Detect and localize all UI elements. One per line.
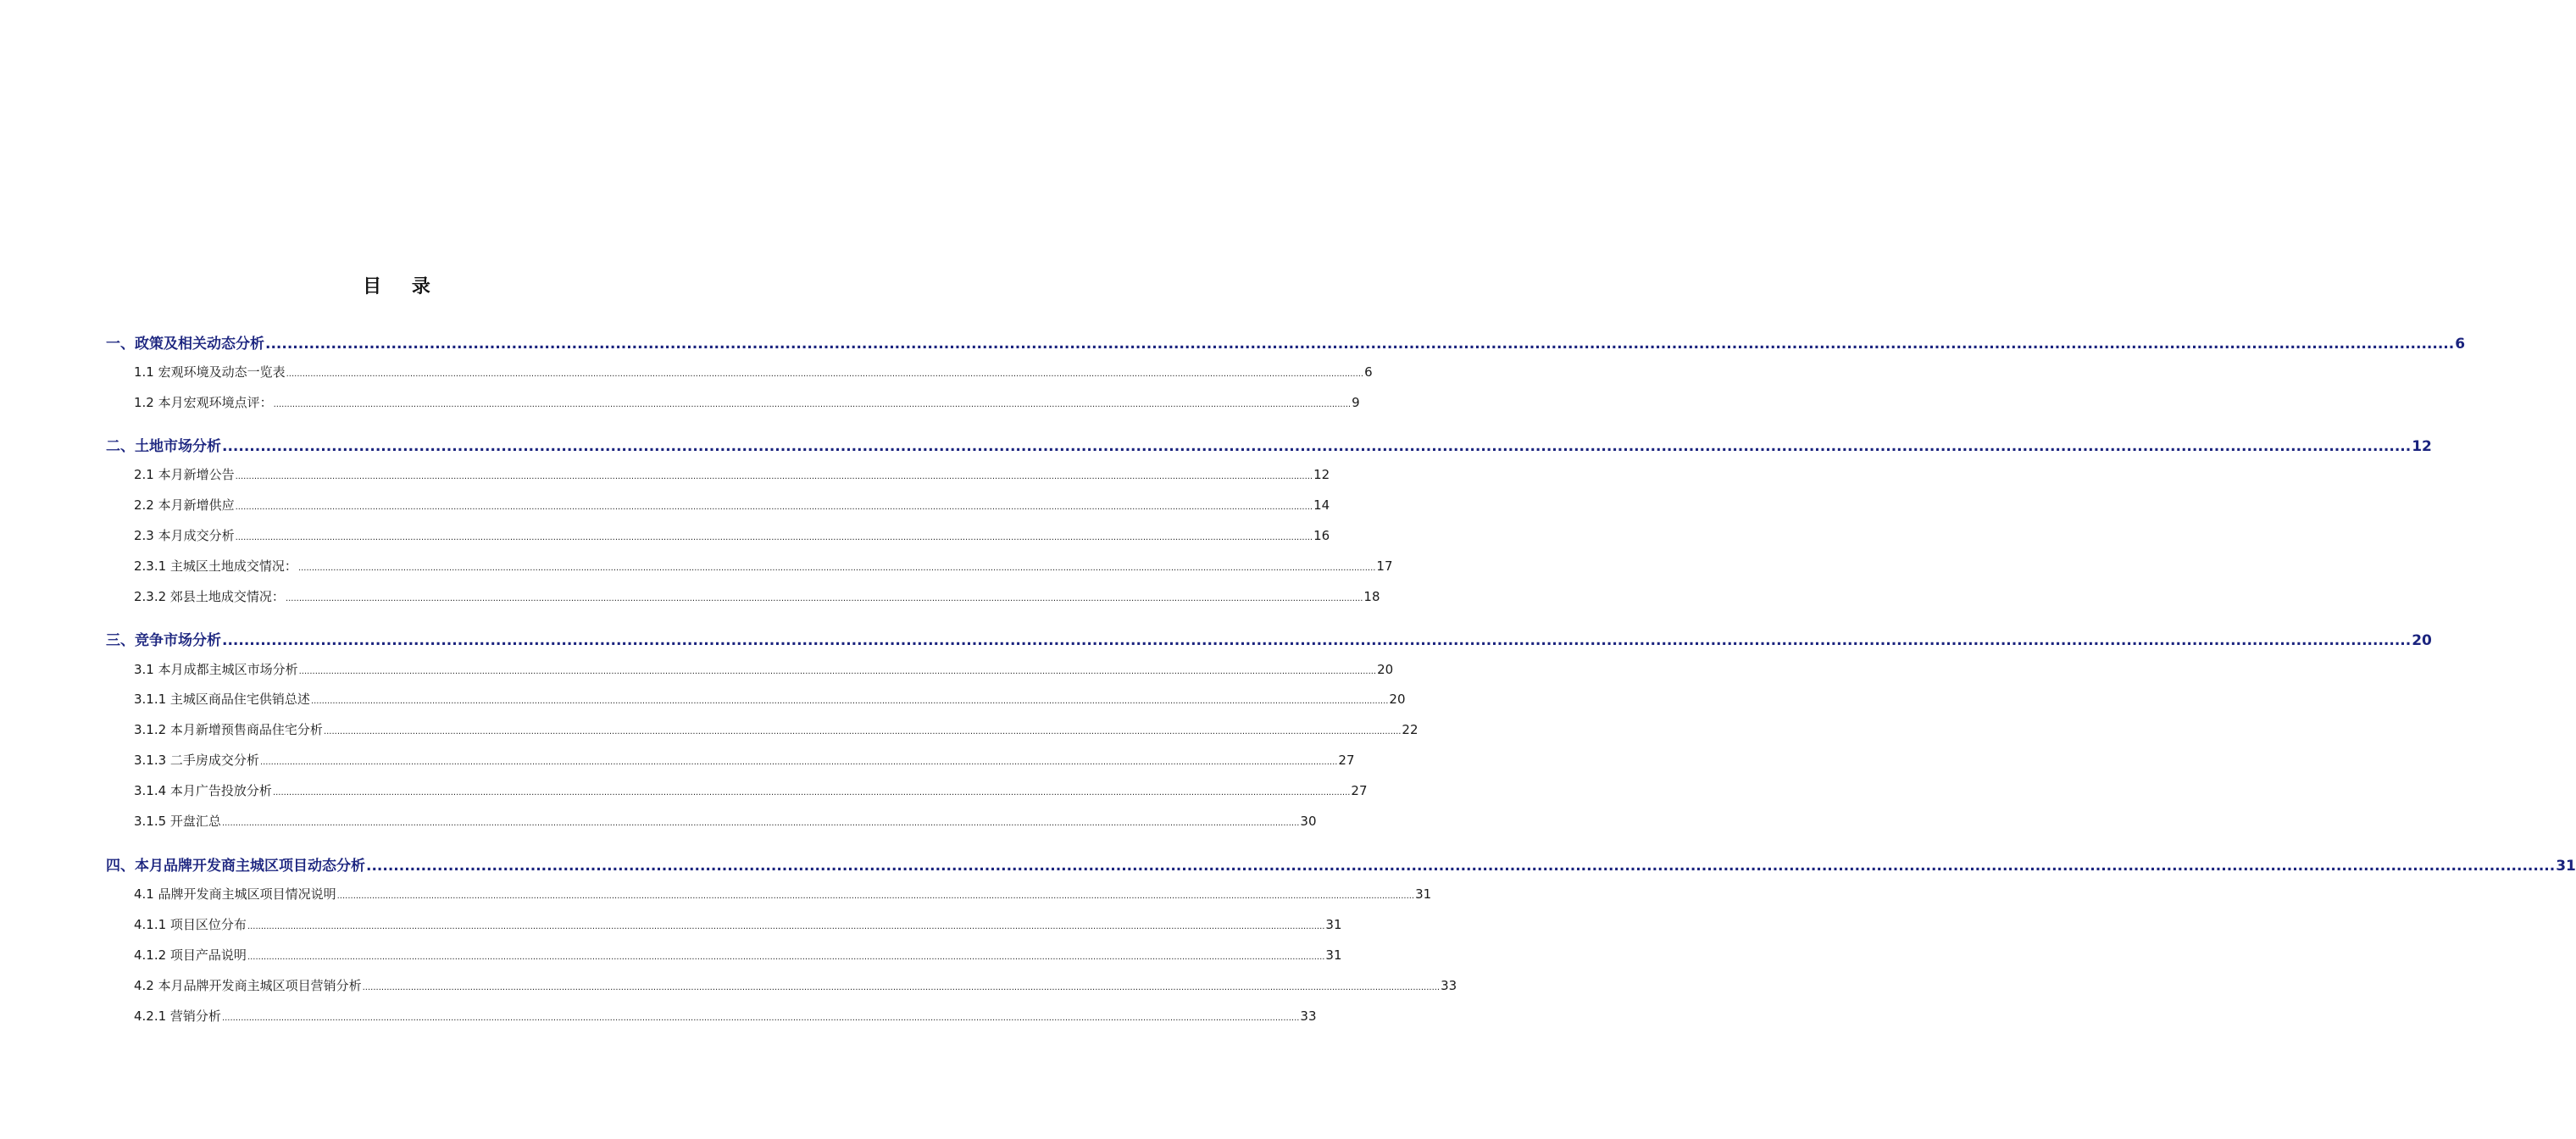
- toc-subsection-entry[interactable]: [134, 363, 1373, 381]
- toc-page-number: 6: [2455, 336, 2466, 353]
- toc-dot-leader: ................................................................................................................................................................................................................................................................................................................................................................................................................: [235, 503, 1313, 512]
- toc-dot-leader: ................................................................................................................................................................................................................................................................................................................................................................................................................: [310, 697, 1389, 706]
- toc-entry-label: 1.1 宏观环境及动态一览表: [134, 364, 286, 380]
- toc-entry-label: 3.1.5 开盘汇总: [134, 814, 221, 829]
- toc-page-number: 27: [1338, 753, 1355, 768]
- toc-dot-leader: ................................................................................................................................................................................................................................................................................................................................................................................................................: [222, 632, 2412, 649]
- toc-dot-leader: ................................................................................................................................................................................................................................................................................................................................................................................................................: [259, 758, 1338, 767]
- toc-entry-label: 1.2 本月宏观环境点评：: [134, 395, 273, 410]
- toc-page-number: 22: [1402, 722, 1418, 737]
- toc-dot-leader: ................................................................................................................................................................................................................................................................................................................................................................................................................: [297, 564, 1376, 573]
- toc-page-number: 27: [1351, 783, 1368, 798]
- toc-subsection-entry[interactable]: [134, 946, 1342, 964]
- toc-entry-label: 二、土地市场分析: [106, 438, 221, 455]
- toc-entry-label: 2.3 本月成交分析: [134, 528, 235, 543]
- toc-page-number: 33: [1441, 978, 1457, 993]
- toc-title: 目 录: [363, 276, 442, 297]
- toc-entry-label: 3.1.1 主城区商品住宅供销总述: [134, 692, 310, 707]
- toc-dot-leader: ................................................................................................................................................................................................................................................................................................................................................................................................................: [265, 336, 2455, 353]
- toc-page-number: 9: [1352, 395, 1360, 410]
- toc-subsection-entry[interactable]: [134, 690, 1406, 708]
- toc-subsection-entry[interactable]: [134, 720, 1418, 738]
- toc-subsection-entry[interactable]: [134, 393, 1360, 411]
- toc-entry-label: 三、竞争市场分析: [106, 632, 221, 649]
- toc-section-entry[interactable]: [106, 331, 2466, 353]
- toc-subsection-entry[interactable]: [134, 812, 1317, 830]
- toc-section-entry[interactable]: [106, 628, 2432, 649]
- toc-page-number: 17: [1376, 558, 1393, 574]
- toc-page-number: 31: [1325, 917, 1342, 932]
- toc-page-number: 31: [2556, 858, 2576, 875]
- toc-dot-leader: ................................................................................................................................................................................................................................................................................................................................................................................................................: [235, 472, 1313, 481]
- toc-entry-label: 2.1 本月新增公告: [134, 467, 235, 482]
- toc-subsection-entry[interactable]: [134, 915, 1342, 933]
- toc-section-entry[interactable]: [106, 434, 2432, 455]
- toc-subsection-entry[interactable]: [134, 496, 1330, 514]
- toc-entry-label: 4.1 品牌开发商主城区项目情况说明: [134, 886, 336, 902]
- toc-subsection-entry[interactable]: [134, 557, 1393, 575]
- toc-entry-label: 2.2 本月新增供应: [134, 497, 235, 513]
- toc-dot-leader: ................................................................................................................................................................................................................................................................................................................................................................................................................: [272, 788, 1351, 797]
- toc-subsection-entry[interactable]: [134, 885, 1432, 903]
- toc-dot-leader: ................................................................................................................................................................................................................................................................................................................................................................................................................: [221, 819, 1300, 828]
- toc-page-number: 30: [1300, 814, 1317, 829]
- toc-subsection-entry[interactable]: [134, 781, 1368, 799]
- toc-entry-label: 4.1.2 项目产品说明: [134, 947, 247, 963]
- toc-page-number: 18: [1363, 589, 1380, 604]
- toc-dot-leader: ................................................................................................................................................................................................................................................................................................................................................................................................................: [273, 400, 1352, 409]
- toc-dot-leader: ................................................................................................................................................................................................................................................................................................................................................................................................................: [336, 892, 1415, 901]
- toc-dot-leader: ................................................................................................................................................................................................................................................................................................................................................................................................................: [247, 953, 1325, 962]
- toc-page-number: 31: [1325, 947, 1342, 963]
- toc-page-number: 12: [2412, 438, 2432, 455]
- toc-subsection-entry[interactable]: [134, 526, 1330, 544]
- toc-dot-leader: ................................................................................................................................................................................................................................................................................................................................................................................................................: [222, 438, 2412, 455]
- toc-page-number: 6: [1364, 364, 1373, 380]
- toc-dot-leader: ................................................................................................................................................................................................................................................................................................................................................................................................................: [298, 667, 1377, 676]
- toc-subsection-entry[interactable]: [134, 660, 1394, 678]
- toc-dot-leader: ................................................................................................................................................................................................................................................................................................................................................................................................................: [247, 922, 1325, 931]
- toc-dot-leader: ................................................................................................................................................................................................................................................................................................................................................................................................................: [235, 533, 1313, 542]
- toc-subsection-entry[interactable]: [134, 751, 1355, 769]
- toc-page-number: 20: [1377, 662, 1394, 677]
- toc-subsection-entry[interactable]: [134, 465, 1330, 483]
- toc-dot-leader: ................................................................................................................................................................................................................................................................................................................................................................................................................: [286, 369, 1364, 379]
- toc-page-number: 31: [1415, 886, 1432, 902]
- toc-dot-leader: ................................................................................................................................................................................................................................................................................................................................................................................................................: [362, 983, 1441, 992]
- toc-entry-label: 3.1.4 本月广告投放分析: [134, 783, 272, 798]
- toc-entry-label: 4.2.1 营销分析: [134, 1008, 221, 1024]
- toc-section-entry[interactable]: [106, 853, 2576, 875]
- toc-entry-label: 四、本月品牌开发商主城区项目动态分析: [106, 858, 365, 875]
- toc-dot-leader: ................................................................................................................................................................................................................................................................................................................................................................................................................: [221, 1014, 1300, 1023]
- toc-dot-leader: ................................................................................................................................................................................................................................................................................................................................................................................................................: [323, 727, 1402, 736]
- toc-entry-label: 2.3.2 郊县土地成交情况：: [134, 589, 285, 604]
- toc-entry-label: 一、政策及相关动态分析: [106, 336, 264, 353]
- toc-entry-label: 4.1.1 项目区位分布: [134, 917, 247, 932]
- toc-subsection-entry[interactable]: [134, 1007, 1317, 1025]
- toc-entry-label: 3.1 本月成都主城区市场分析: [134, 662, 298, 677]
- toc-page-number: 16: [1313, 528, 1330, 543]
- toc-subsection-entry[interactable]: [134, 587, 1380, 605]
- toc-page-number: 33: [1300, 1008, 1317, 1024]
- toc-page-number: 20: [2412, 632, 2432, 649]
- toc-dot-leader: ................................................................................................................................................................................................................................................................................................................................................................................................................: [366, 858, 2556, 875]
- toc-page-number: 20: [1389, 692, 1406, 707]
- toc-entry-label: 2.3.1 主城区土地成交情况：: [134, 558, 297, 574]
- toc-subsection-entry[interactable]: [134, 976, 1457, 994]
- toc-dot-leader: ................................................................................................................................................................................................................................................................................................................................................................................................................: [285, 594, 1363, 603]
- toc-entry-label: 3.1.2 本月新增预售商品住宅分析: [134, 722, 323, 737]
- toc-page-number: 12: [1313, 467, 1330, 482]
- toc-entry-label: 3.1.3 二手房成交分析: [134, 753, 259, 768]
- toc-page-number: 14: [1313, 497, 1330, 513]
- toc-entry-label: 4.2 本月品牌开发商主城区项目营销分析: [134, 978, 362, 993]
